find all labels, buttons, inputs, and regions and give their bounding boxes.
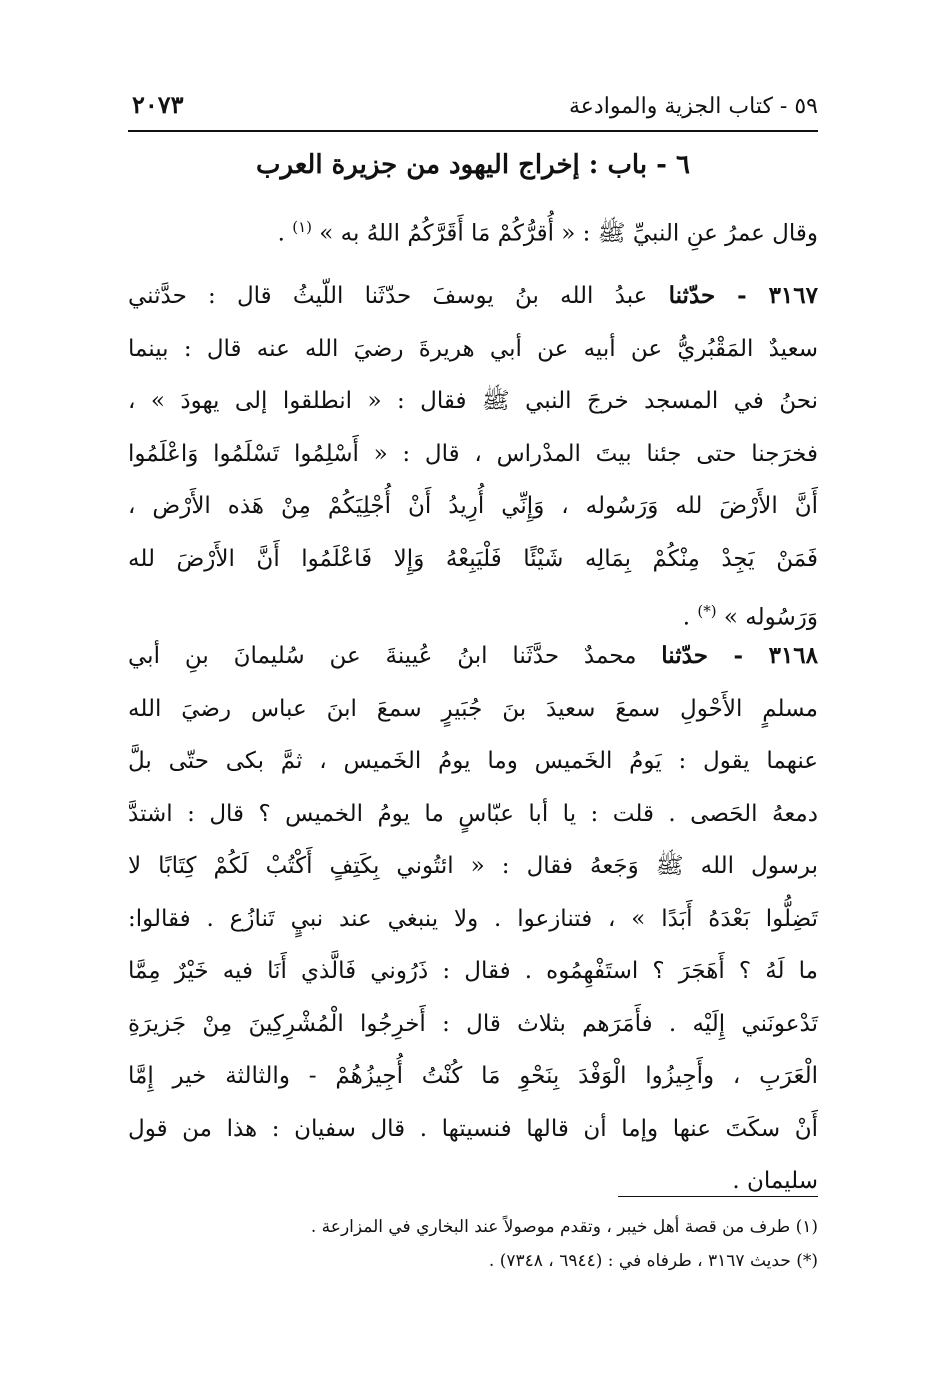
page-header	[128, 88, 818, 128]
hadith-text: وَرَسُوله »	[723, 604, 818, 631]
hadith-line	[128, 630, 818, 683]
hadith-line: سعيدٌ المَقْبُريُّ عن أبيه عن أبي هريرةَ رضيَ الله عنه قال : بينما	[128, 335, 818, 362]
hadith-end: .	[682, 604, 698, 631]
hadith-line: الْعَرَبِ ، وأَجِيزُوا الْوَفْدَ بِنَحْوِ مَا كُنْتُ أُجِيزُهُمْ - والثالثة خير إِمَّا	[128, 1063, 818, 1089]
hadith-text: عبدُ الله بنُ يوسفَ حدّثَنا اللّيثُ قال : حدَّثني	[128, 283, 669, 309]
hadith-line	[128, 270, 818, 323]
running-title: ٥٩ - كتاب الجزية والموادعة	[568, 94, 818, 119]
hadith-line: عنهما يقول : يَومُ الخَميس وما يومُ الخَميس ، ثمَّ بكى حتّى بلَّ	[128, 748, 818, 774]
header-divider	[128, 130, 818, 132]
hadith-3168	[128, 630, 818, 1208]
footnote-1: (١) طرف من قصة أهل خيبر ، وتقدم موصولاً عند البخاري في المزارعة .	[310, 1217, 818, 1237]
footnotes	[128, 1210, 818, 1278]
hadith-line: أَنْ سكَتَ عنها وإما أن قالها فنسيتها . قال سفيان : هذا من قول	[128, 1115, 818, 1142]
intro-end: .	[277, 220, 293, 247]
hadith-line: ما لَهُ ؟ أَهَجَرَ ؟ استَفْهِمُوه . فقال : ذَرُوني فَالَّذي أَنَا فيه خَيْرٌ مِمَّا	[128, 958, 818, 984]
hadith-line: فخرَجنا حتى جئنا بيتَ المدْراس ، قال : « أَسْلِمُوا تَسْلَمُوا وَاعْلَمُوا	[128, 440, 818, 467]
page-number: ٢٠٧٣	[132, 90, 184, 119]
hadith-text: محمدٌ حدَّثَنا ابنُ عُيينةَ عن سُليمانَ بنِ أبي	[128, 643, 662, 669]
hadith-line: أَنَّ الأَرْضَ لله وَرَسُوله ، وَإِنِّي أُرِيدُ أَنْ أُجْلِيَكُمْ مِنْ هَذه الأَرْض ،	[128, 493, 818, 519]
hadith-line: نحنُ في المسجد خرجَ النبي ﷺ فقال : « انطلقوا إلى يهودَ » ،	[128, 388, 818, 414]
intro-statement	[128, 218, 818, 253]
footnote-divider	[618, 1196, 818, 1197]
hadith-3167	[128, 270, 818, 638]
hadith-number: ٣١٦٨ - حدّثنا	[661, 642, 819, 669]
hadith-line: تَدْعونَني إِلَيْه . فأَمَرَهم بثلاث قال : أَخرِجُوا الْمُشْرِكِينَ مِنْ جَزيرَةِ	[128, 1010, 818, 1037]
hadith-number: ٣١٦٧ - حدّثنا	[668, 282, 818, 309]
footnote-ref: (١)	[292, 218, 312, 236]
hadith-line: مسلمٍ الأَحْولِ سمعَ سعيدَ بنَ جُبَيرٍ سمعَ ابنَ عباس رضيَ الله	[128, 695, 818, 722]
hadith-line: فَمَنْ يَجِدْ مِنْكُمْ بِمَالِه شَيْئًا فَلْيَبِعْهُ وَإِلا فَاعْلَمُوا أَنَّ الأَرْضَ لله	[128, 545, 818, 572]
hadith-line: سليمان .	[732, 1168, 818, 1194]
hadith-line: برسول الله ﷺ وَجَعهُ فقال : « ائتُوني بِكَتِفٍ أَكْتُبْ لَكُمْ كِتَابًا لا	[128, 853, 818, 879]
hadith-line: تَضِلُّوا بَعْدَهُ أَبَدًا » ، فتنازعوا . ولا ينبغي عند نبيٍ تَنازُع . فقالوا:	[128, 905, 818, 932]
hadith-line: دمعهُ الحَصى . قلت : يا أبا عبّاسٍ ما يومُ الخميس ؟ قال : اشتدَّ	[128, 800, 818, 827]
intro-text: وقال عمرُ عنِ النبيِّ ﷺ : « أُقرُّكُمْ مَا أَقَرَّكُمُ اللهُ به »	[319, 220, 818, 247]
footnote-star: (*)	[697, 602, 717, 620]
chapter-heading: ٦ - باب : إخراج اليهود من جزيرة العرب	[256, 150, 690, 180]
footnote-star-note: (*) حديث ٣١٦٧ ، طرفاه في : (٦٩٤٤ ، ٧٣٤٨) .	[488, 1251, 818, 1271]
